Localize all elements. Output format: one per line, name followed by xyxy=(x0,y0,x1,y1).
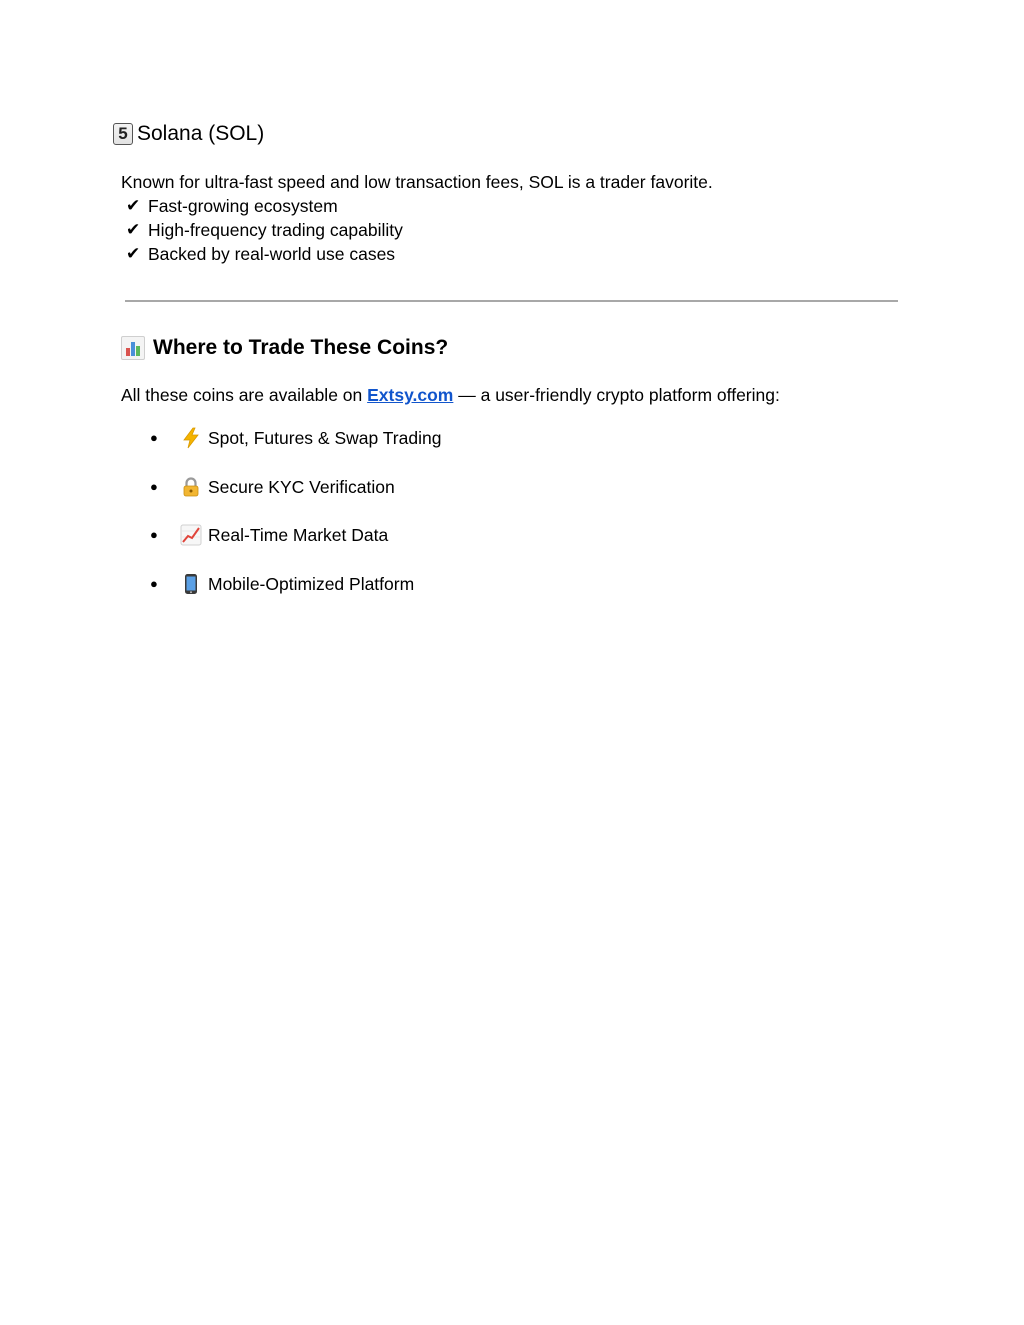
check-mark-icon: ✔ xyxy=(126,244,141,263)
trade-paragraph-lead: All these coins are available on xyxy=(121,385,368,405)
feature-label: Secure KYC Verification xyxy=(208,476,395,497)
bullet-icon: ● xyxy=(150,430,158,445)
checklist-item xyxy=(126,242,403,266)
checklist-item xyxy=(126,218,403,242)
feature-list-item xyxy=(150,475,441,524)
feature-list xyxy=(150,426,441,620)
keycap-5-icon: 5 xyxy=(113,123,133,145)
trade-heading xyxy=(121,333,448,363)
bullet-icon: ● xyxy=(150,575,158,591)
lock-icon xyxy=(180,476,202,498)
feature-list-item xyxy=(150,426,441,475)
solana-heading xyxy=(113,118,264,150)
feature-list-item xyxy=(150,523,441,572)
horizontal-divider xyxy=(125,300,898,302)
lightning-icon xyxy=(180,427,202,449)
feature-list-item xyxy=(150,572,441,621)
solana-intro: Known for ultra-fast speed and low transaction fees, SOL is a trader favorite. xyxy=(121,172,713,192)
trade-paragraph-tail: — a user-friendly crypto platform offering: xyxy=(453,385,780,405)
chart-increasing-icon xyxy=(180,524,202,546)
checklist-item-text: Backed by real-world use cases xyxy=(148,244,396,264)
mobile-phone-icon xyxy=(180,573,202,595)
trade-paragraph xyxy=(121,383,780,407)
extsy-link[interactable]: Extsy.com xyxy=(367,385,454,405)
check-mark-icon: ✔ xyxy=(126,196,141,215)
checklist-item-text: High-frequency trading capability xyxy=(148,220,403,240)
bar-chart-icon xyxy=(121,336,145,360)
checklist-item-text: Fast-growing ecosystem xyxy=(148,196,338,216)
checklist-item xyxy=(126,194,403,218)
feature-label: Mobile-Optimized Platform xyxy=(208,573,415,594)
feature-label: Spot, Futures & Swap Trading xyxy=(208,428,442,448)
trade-heading-text: Where to Trade These Coins? xyxy=(153,336,449,359)
bullet-icon: ● xyxy=(150,527,158,543)
solana-checklist xyxy=(126,194,403,266)
bullet-icon: ● xyxy=(150,478,158,494)
solana-heading-text: Solana (SOL) xyxy=(137,122,265,145)
check-mark-icon: ✔ xyxy=(126,220,141,239)
feature-label: Real-Time Market Data xyxy=(208,525,389,546)
